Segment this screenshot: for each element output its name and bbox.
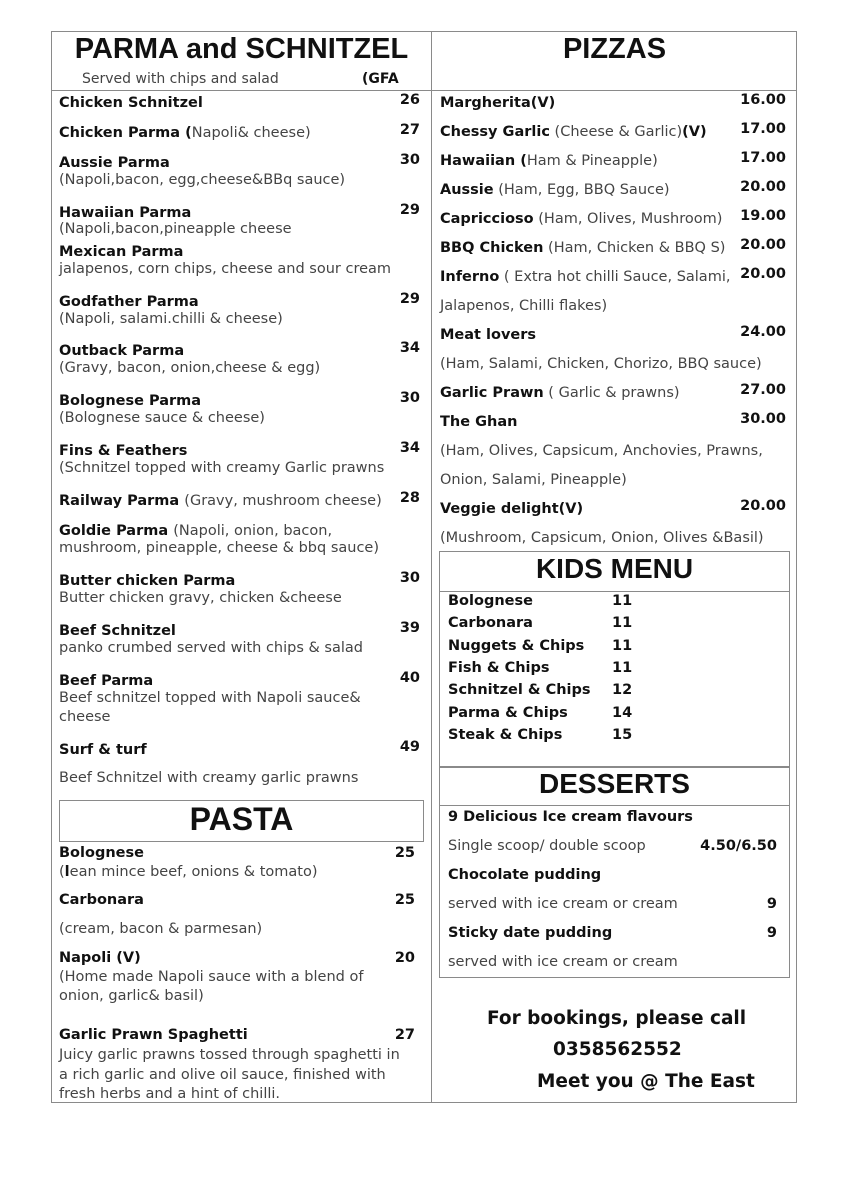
pizza-row <box>440 179 670 198</box>
parma-item <box>59 570 235 589</box>
parma-item <box>59 440 187 459</box>
pizza-desc: ( Extra hot chilli Sauce, Salami, <box>499 269 731 285</box>
pizza-desc: (Ham, Salami, Chicken, Chorizo, BBQ sauce) <box>440 356 762 372</box>
pasta-item-desc-bold: l <box>64 864 70 880</box>
kids-title: KIDS MENU <box>535 553 694 584</box>
parma-item-desc: cheese <box>59 709 111 725</box>
dessert-row-text: Single scoop/ double scoop <box>448 838 646 854</box>
pizza-desc: (Ham, Chicken & BBQ S) <box>543 240 726 256</box>
pasta-item-desc-prefix: ( <box>59 864 65 880</box>
parma-item-desc: Beef Schnitzel with creamy garlic prawns <box>59 770 359 786</box>
pizza-price: 20.00 <box>740 237 786 253</box>
pizza-price: 19.00 <box>740 208 786 224</box>
pizza-price: 30.00 <box>740 411 786 427</box>
pizza-row <box>440 237 725 256</box>
parma-item-desc: jalapenos, corn chips, cheese and sour cream <box>59 261 392 277</box>
parma-item-inline-desc: (Gravy, mushroom cheese) <box>184 493 382 509</box>
parma-item <box>59 670 153 689</box>
pizza-desc: (Ham, Egg, BBQ Sauce) <box>493 182 670 198</box>
parma-item-name: Railway Parma <box>59 493 180 509</box>
dessert-row-text: served with ice cream or cream <box>448 954 678 970</box>
pizza-row <box>440 208 722 227</box>
pizza-name: Garlic Prawn <box>440 385 544 401</box>
left-header-rule <box>51 90 432 91</box>
kids-item-price: 12 <box>612 682 633 699</box>
parma-item-price: 30 <box>399 390 420 406</box>
parma-item-name: Mexican Parma <box>59 244 184 260</box>
kids-item-price: 15 <box>612 726 633 743</box>
kids-item-name: Nuggets & Chips <box>448 637 585 654</box>
pizza-price: 20.00 <box>740 266 786 282</box>
pizza-name: Chessy Garlic <box>440 124 550 140</box>
kids-item-name: Fish & Chips <box>448 659 550 676</box>
parma-item <box>59 291 199 310</box>
parma-item-desc: panko crumbed served with chips & salad <box>59 640 363 656</box>
pasta-item-desc-text: fresh herbs and a hint of chilli. <box>59 1086 281 1102</box>
parma-item-desc: mushroom, pineapple, cheese & bbq sauce) <box>59 540 379 556</box>
parma-item <box>59 490 382 509</box>
pizza-price: 20.00 <box>740 498 786 514</box>
parma-item-name: Goldie Parma <box>59 523 169 539</box>
pizza-row <box>440 121 707 140</box>
pizza-suffix: (V) <box>682 124 707 140</box>
pizza-name: Capriccioso <box>440 211 534 227</box>
pasta-item-price: 20 <box>394 950 415 966</box>
parma-item <box>59 122 311 141</box>
pizza-desc: Ham & Pineapple) <box>526 153 658 169</box>
parma-item <box>59 92 203 111</box>
pizzas-title: PIZZAS <box>562 33 667 65</box>
pizza-name: BBQ Chicken <box>440 240 544 256</box>
parma-item-price: 40 <box>399 670 420 686</box>
parma-item <box>59 520 332 539</box>
pasta-item-desc-text: Juicy garlic prawns tossed through spaghetti in <box>59 1047 400 1063</box>
dessert-price: 9 <box>766 896 777 912</box>
parma-item-name: Beef Schnitzel <box>59 623 176 639</box>
parma-item-price: 34 <box>399 440 420 456</box>
kids-item-name: Steak & Chips <box>448 726 563 743</box>
pizza-price: 24.00 <box>740 324 786 340</box>
phone-number: 0358562552 <box>553 1039 682 1060</box>
parma-subtitle: Served with chips and salad <box>82 71 279 87</box>
pizza-desc: Jalapenos, Chilli flakes) <box>440 298 608 314</box>
pizza-price: 27.00 <box>740 382 786 398</box>
right-header-rule <box>431 90 797 91</box>
kids-item-price: 11 <box>612 637 633 654</box>
pizza-row <box>440 527 764 546</box>
parma-item <box>59 620 176 639</box>
pizza-row <box>440 324 536 343</box>
parma-item-name: Bolognese Parma <box>59 393 202 409</box>
pasta-item-desc <box>59 1067 386 1083</box>
parma-item-desc: (Napoli, salami.chilli & cheese) <box>59 311 283 327</box>
kids-item-price: 11 <box>612 659 633 676</box>
pizza-row <box>440 440 763 459</box>
pasta-item-name: Garlic Prawn Spaghetti <box>59 1027 248 1043</box>
pizza-row <box>440 266 730 285</box>
parma-item <box>59 241 183 260</box>
dessert-row-text: 9 Delicious Ice cream flavours <box>448 809 693 825</box>
kids-item-price: 11 <box>612 593 633 609</box>
pasta-item-desc <box>59 969 363 985</box>
kids-item-price: 11 <box>612 615 633 632</box>
kids-item-price: 14 <box>612 704 633 721</box>
pasta-item-name: Napoli (V) <box>59 950 141 966</box>
pasta-item-name: Carbonara <box>59 892 144 908</box>
pizza-desc: ( Garlic & prawns) <box>543 385 680 401</box>
pizza-name: Margherita(V) <box>440 95 556 111</box>
pizza-price: 17.00 <box>740 150 786 166</box>
parma-item-desc: (Napoli,bacon,pineapple cheese <box>59 221 292 237</box>
parma-item-price: 30 <box>399 152 420 168</box>
pizza-desc: (Mushroom, Capsicum, Onion, Olives &Basil) <box>440 530 764 546</box>
pasta-item-price: 25 <box>394 845 415 861</box>
parma-item-name: Beef Parma <box>59 673 154 689</box>
pasta-item-desc-text: ean mince beef, onions & tomato) <box>69 864 318 880</box>
parma-item-name: Outback Parma <box>59 343 185 359</box>
parma-item-desc: Butter chicken gravy, chicken &cheese <box>59 590 342 606</box>
parma-title: PARMA and SCHNITZEL <box>74 33 409 65</box>
kids-item-name: Carbonara <box>448 615 533 632</box>
parma-item-desc: (Napoli,bacon, egg,cheese&BBq sauce) <box>59 172 346 188</box>
dessert-row-text: Chocolate pudding <box>448 867 602 883</box>
kids-item-name: Bolognese <box>448 593 533 609</box>
parma-item-price: 28 <box>399 490 420 506</box>
meet-you-line: Meet you @ The East <box>537 1071 755 1092</box>
pizza-name: Aussie <box>440 182 494 198</box>
dessert-row-text: Sticky date pudding <box>448 925 613 941</box>
parma-item-desc: (Gravy, bacon, onion,cheese & egg) <box>59 360 321 376</box>
pizza-name: Meat lovers <box>440 327 537 343</box>
parma-item-desc: Beef schnitzel topped with Napoli sauce& <box>59 690 361 706</box>
pasta-item-desc <box>59 864 318 880</box>
pizza-row <box>440 295 607 314</box>
pasta-item-desc-text: (cream, bacon & parmesan) <box>59 921 263 937</box>
parma-item-price: 34 <box>399 340 420 356</box>
parma-item-desc: (Schnitzel topped with creamy Garlic prawns <box>59 460 385 476</box>
gfa-note: (GFA <box>362 71 399 87</box>
parma-item <box>59 390 201 409</box>
column-divider <box>431 31 432 1103</box>
parma-item <box>59 152 170 171</box>
parma-item <box>59 202 191 221</box>
dessert-price: 9 <box>766 925 777 941</box>
parma-item-name: Chicken Parma ( <box>59 125 192 141</box>
parma-item-inline-desc: (Napoli, onion, bacon, <box>173 523 333 539</box>
pasta-item-desc <box>59 988 204 1004</box>
pizza-desc: (Ham, Olives, Mushroom) <box>533 211 723 227</box>
parma-item-name: Surf & turf <box>59 742 147 758</box>
pizza-row <box>440 92 555 111</box>
pasta-item-desc <box>59 921 262 937</box>
parma-item-price: 29 <box>399 202 420 218</box>
parma-item-price: 27 <box>399 122 420 138</box>
parma-item-name: Butter chicken Parma <box>59 573 236 589</box>
pizza-price: 16.00 <box>740 92 786 108</box>
pizza-desc: (Ham, Olives, Capsicum, Anchovies, Prawns, <box>440 443 763 459</box>
pizza-row <box>440 150 658 169</box>
pizza-name: Hawaiian ( <box>440 153 527 169</box>
pasta-item-name: Bolognese <box>59 845 144 861</box>
parma-item-name: Fins & Feathers <box>59 443 188 459</box>
pizza-desc: (Cheese & Garlic) <box>549 124 683 140</box>
parma-item-price: 30 <box>399 570 420 586</box>
parma-item-name: Godfather Parma <box>59 294 199 310</box>
pizza-price: 20.00 <box>740 179 786 195</box>
pizza-name: Veggie delight(V) <box>440 501 584 517</box>
pizza-row <box>440 353 762 372</box>
pasta-item-desc <box>59 1047 400 1063</box>
pizza-row <box>440 498 583 517</box>
bookings-line: For bookings, please call <box>487 1008 747 1029</box>
desserts-list-box <box>439 805 790 978</box>
pasta-title: PASTA <box>189 801 294 837</box>
pasta-item-price: 25 <box>394 892 415 908</box>
dessert-price: 4.50/6.50 <box>700 838 777 854</box>
pasta-item-desc <box>59 1086 280 1102</box>
parma-item-name: Chicken Schnitzel <box>59 95 203 111</box>
pizza-name: The Ghan <box>440 414 518 430</box>
pizza-name: Inferno <box>440 269 500 285</box>
kids-item-name: Parma & Chips <box>448 704 568 721</box>
parma-item-price: 39 <box>399 620 420 636</box>
pasta-item-desc-text: a rich garlic and olive oil sauce, finished with <box>59 1067 386 1083</box>
parma-item-inline-desc: Napoli& cheese) <box>191 125 311 141</box>
pizza-row <box>440 411 517 430</box>
parma-item-price: 29 <box>399 291 420 307</box>
parma-item-price: 26 <box>399 92 420 108</box>
pasta-item-price: 27 <box>394 1027 415 1043</box>
parma-item <box>59 340 184 359</box>
parma-item-name: Aussie Parma <box>59 155 170 171</box>
pasta-item-desc-text: onion, garlic& basil) <box>59 988 204 1004</box>
parma-item-price: 49 <box>399 739 420 755</box>
parma-item <box>59 739 147 758</box>
dessert-row-text: served with ice cream or cream <box>448 896 678 912</box>
parma-item-desc: (Bolognese sauce & cheese) <box>59 410 265 426</box>
parma-item-name: Hawaiian Parma <box>59 205 192 221</box>
pizza-row <box>440 469 627 488</box>
pizza-row <box>440 382 680 401</box>
pizza-desc: Onion, Salami, Pineapple) <box>440 472 627 488</box>
pizza-price: 17.00 <box>740 121 786 137</box>
desserts-title: DESSERTS <box>539 768 690 799</box>
kids-item-name: Schnitzel & Chips <box>448 682 591 699</box>
pasta-item-desc-text: (Home made Napoli sauce with a blend of <box>59 969 364 985</box>
